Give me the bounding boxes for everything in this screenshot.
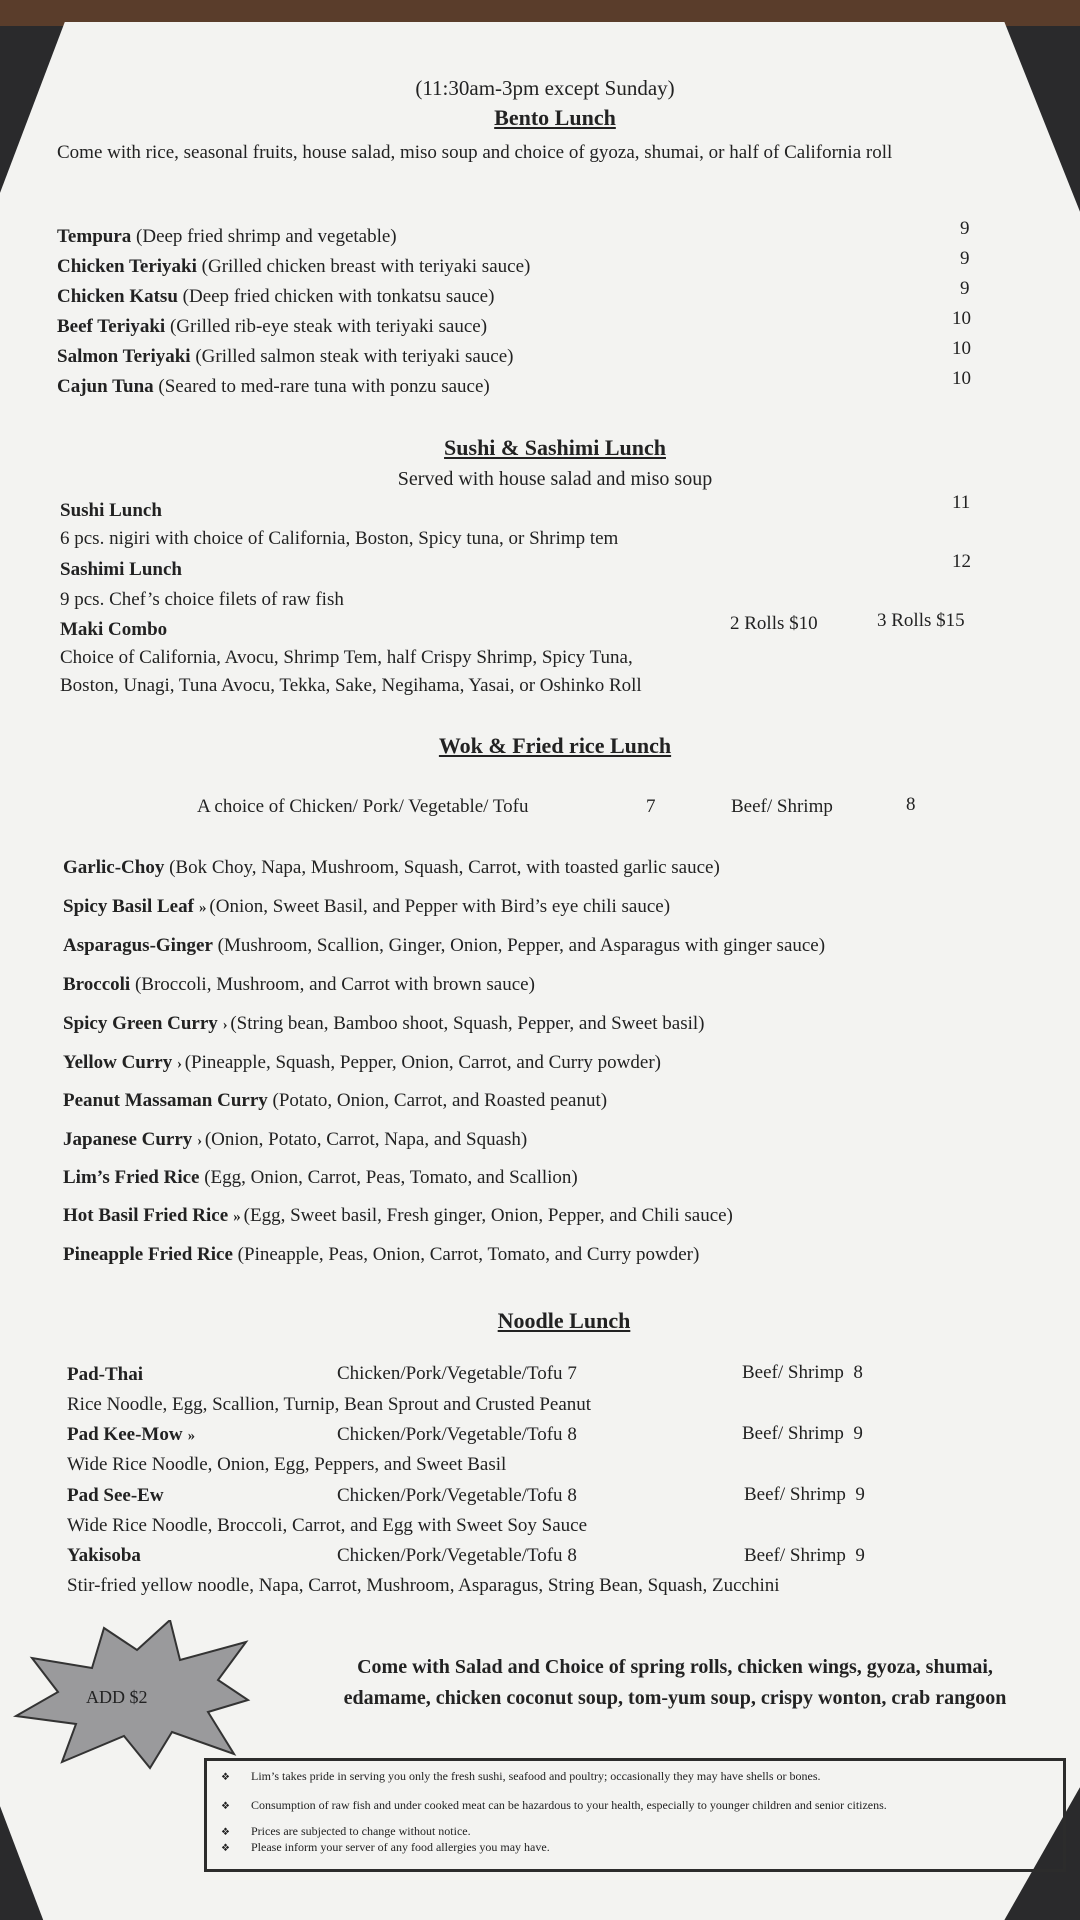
- bento-price: 9: [960, 278, 970, 299]
- bento-price: 10: [952, 308, 971, 329]
- bento-price: 10: [952, 338, 971, 359]
- wok-item: Asparagus-Ginger (Mushroom, Scallion, Ginger, Onion, Pepper, and Asparagus with ginger sauce): [63, 935, 826, 956]
- wok-item: Spicy Green Curry › (String bean, Bamboo shoot, Squash, Pepper, and Sweet basil): [63, 1013, 705, 1034]
- bento-item: Cajun Tuna (Seared to med-rare tuna with ponzu sauce): [57, 376, 490, 397]
- wok-title: Wok & Fried rice Lunch: [438, 733, 672, 758]
- bento-price: 9: [960, 218, 970, 239]
- noodle-item-beef: Beef/ Shrimp 9: [742, 1423, 863, 1444]
- sushi-lunch-desc: 6 pcs. nigiri with choice of California, Boston, Spicy tuna, or Shrimp tem: [60, 528, 619, 549]
- wok-choice-label: A choice of Chicken/ Pork/ Vegetable/ Tofu: [197, 796, 529, 817]
- wok-beef-price: 8: [906, 794, 916, 815]
- sushi-title: Sushi & Sashimi Lunch: [444, 435, 666, 460]
- disclaimer-note: ❖ Consumption of raw fish and under cooked meat can be hazardous to your health, especially to younger children and senior citizens.: [221, 1798, 887, 1812]
- disclaimer-note: ❖ Prices are subjected to change without notice.: [221, 1824, 471, 1838]
- lunch-hours: (11:30am-3pm except Sunday): [415, 76, 675, 100]
- bento-item: Beef Teriyaki (Grilled rib-eye steak with teriyaki sauce): [57, 316, 488, 337]
- spicy-icon: ››: [198, 900, 205, 916]
- bento-item: Tempura (Deep fried shrimp and vegetable): [57, 226, 397, 247]
- bento-price: 10: [952, 368, 971, 389]
- sushi-lunch-name: Sushi Lunch: [60, 500, 162, 521]
- disclaimer-note: ❖ Lim’s takes pride in serving you only the fresh sushi, seafood and poultry; occasionally they may have shells or bones.: [221, 1769, 821, 1783]
- noodle-item-choice: Chicken/Pork/Vegetable/Tofu 8: [337, 1485, 577, 1506]
- add-price-badge: ADD $2: [86, 1687, 148, 1707]
- wok-item: Pineapple Fried Rice (Pineapple, Peas, Onion, Carrot, Tomato, and Curry powder): [63, 1244, 700, 1265]
- maki-combo-desc: Choice of California, Avocu, Shrimp Tem, half Crispy Shrimp, Spicy Tuna,: [60, 647, 633, 668]
- noodle-item-beef: Beef/ Shrimp 9: [744, 1545, 865, 1566]
- bento-item: Chicken Katsu (Deep fried chicken with tonkatsu sauce): [57, 286, 495, 307]
- maki-three-rolls-price: 3 Rolls $15: [877, 610, 965, 631]
- wok-item: Broccoli (Broccoli, Mushroom, and Carrot with brown sauce): [63, 974, 535, 995]
- disclaimer-note: ❖ Please inform your server of any food allergies you may have.: [221, 1840, 550, 1854]
- bento-item: Salmon Teriyaki (Grilled salmon steak with teriyaki sauce): [57, 346, 514, 367]
- bento-price: 9: [960, 248, 970, 269]
- wok-item: Yellow Curry › (Pineapple, Squash, Pepper, Onion, Carrot, and Curry powder): [63, 1052, 661, 1073]
- sashimi-lunch-price: 12: [952, 551, 971, 572]
- noodle-item-name: Yakisoba: [67, 1545, 141, 1566]
- wok-item: Hot Basil Fried Rice ›› (Egg, Sweet basil, Fresh ginger, Onion, Pepper, and Chili sauce): [63, 1205, 733, 1226]
- diamond-bullet-icon: ❖: [221, 1801, 230, 1812]
- noodle-item-beef: Beef/ Shrimp 9: [744, 1484, 865, 1505]
- spicy-icon: ››: [187, 1428, 194, 1444]
- noodle-item-name: Pad Kee-Mow ››: [67, 1424, 194, 1445]
- diamond-bullet-icon: ❖: [221, 1843, 230, 1854]
- sushi-subtitle: Served with house salad and miso soup: [397, 468, 713, 490]
- noodle-item-desc: Rice Noodle, Egg, Scallion, Turnip, Bean Sprout and Crusted Peanut: [67, 1394, 592, 1415]
- noodle-item-name: Pad See-Ew: [67, 1485, 164, 1506]
- maki-combo-name: Maki Combo: [60, 619, 168, 640]
- addon-description: Come with Salad and Choice of spring rolls, chicken wings, gyoza, shumai, edamame, chicken coconut soup, tom-yum soup, crispy wonton, crab rangoon: [343, 1656, 1007, 1709]
- noodle-item-beef: Beef/ Shrimp 8: [742, 1362, 863, 1383]
- noodle-item-desc: Stir-fried yellow noodle, Napa, Carrot, Mushroom, Asparagus, String Bean, Squash, Zucchini: [67, 1575, 780, 1596]
- noodle-item-desc: Wide Rice Noodle, Onion, Egg, Peppers, and Sweet Basil: [67, 1454, 507, 1475]
- noodle-item-choice: Chicken/Pork/Vegetable/Tofu 8: [337, 1545, 577, 1566]
- maki-two-rolls-price: 2 Rolls $10: [730, 613, 818, 634]
- noodle-title: Noodle Lunch: [497, 1308, 631, 1333]
- spicy-icon: ›: [176, 1056, 180, 1072]
- disclaimer-box: [204, 1758, 1066, 1872]
- sashimi-lunch-name: Sashimi Lunch: [60, 559, 182, 580]
- diamond-bullet-icon: ❖: [221, 1827, 230, 1838]
- wok-item: Garlic-Choy (Bok Choy, Napa, Mushroom, Squash, Carrot, with toasted garlic sauce): [63, 857, 720, 878]
- bento-title: Bento Lunch: [494, 105, 616, 130]
- wok-item: Japanese Curry › (Onion, Potato, Carrot, Napa, and Squash): [63, 1129, 528, 1150]
- sashimi-lunch-desc: 9 pcs. Chef’s choice filets of raw fish: [60, 589, 344, 610]
- wok-item: Peanut Massaman Curry (Potato, Onion, Carrot, and Roasted peanut): [63, 1090, 608, 1111]
- noodle-item-name: Pad-Thai: [67, 1364, 144, 1385]
- noodle-item-choice: Chicken/Pork/Vegetable/Tofu 8: [337, 1424, 577, 1445]
- diamond-bullet-icon: ❖: [221, 1772, 230, 1783]
- spicy-icon: ›: [197, 1133, 201, 1149]
- wok-beef-label: Beef/ Shrimp: [731, 796, 833, 817]
- sushi-lunch-price: 11: [952, 492, 971, 513]
- wok-item: Spicy Basil Leaf ›› (Onion, Sweet Basil, and Pepper with Bird’s eye chili sauce): [63, 896, 671, 917]
- noodle-item-desc: Wide Rice Noodle, Broccoli, Carrot, and Egg with Sweet Soy Sauce: [67, 1515, 588, 1536]
- bento-intro: Come with rice, seasonal fruits, house salad, miso soup and choice of gyoza, shumai, or half of California roll: [57, 142, 893, 163]
- noodle-item-choice: Chicken/Pork/Vegetable/Tofu 7: [337, 1363, 577, 1384]
- spicy-icon: ››: [232, 1209, 239, 1225]
- spicy-icon: ›: [222, 1017, 226, 1033]
- bento-item: Chicken Teriyaki (Grilled chicken breast with teriyaki sauce): [57, 256, 531, 277]
- maki-combo-desc: Boston, Unagi, Tuna Avocu, Tekka, Sake, Negihama, Yasai, or Oshinko Roll: [60, 675, 642, 696]
- wok-item: Lim’s Fried Rice (Egg, Onion, Carrot, Peas, Tomato, and Scallion): [63, 1167, 578, 1188]
- wok-choice-price: 7: [646, 796, 656, 817]
